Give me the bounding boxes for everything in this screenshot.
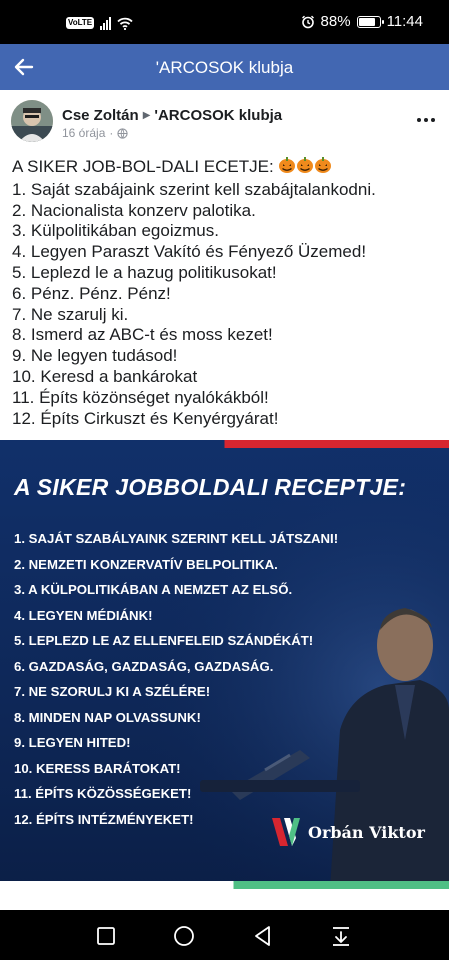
post-text-line: 7. Ne szarulj ki. xyxy=(12,304,129,324)
notification-pull-button[interactable] xyxy=(329,924,353,948)
globe-icon xyxy=(117,128,128,139)
app-header xyxy=(0,44,449,90)
battery-fill xyxy=(359,18,376,26)
post-text-line: 10. Keresd a bankárokat xyxy=(12,366,198,386)
author-name[interactable]: Cse Zoltán xyxy=(62,107,139,124)
recents-button[interactable] xyxy=(94,924,118,948)
brand-logo xyxy=(270,816,425,848)
notification-pull-icon xyxy=(331,925,351,947)
post-text-line: 1. Saját szabájaink szerint kell szabájtalankodni. xyxy=(12,179,376,199)
poster-bottom-stripe xyxy=(0,881,449,889)
system-back-button[interactable] xyxy=(251,924,275,948)
avatar-image xyxy=(11,100,53,142)
v-logo-icon xyxy=(270,816,302,848)
pumpkin-emoji-icons xyxy=(278,156,332,180)
recents-square-icon xyxy=(96,926,116,946)
avatar[interactable] xyxy=(11,100,53,142)
post-text-heading: A SIKER JOB-BOL-DALI ECETJE: xyxy=(12,157,274,176)
post-image[interactable] xyxy=(0,440,449,889)
dot-icon xyxy=(431,118,435,122)
dot-icon xyxy=(417,118,421,122)
poster-title: A SIKER JOBBOLDALI RECEPTJE: xyxy=(14,474,407,500)
home-button[interactable] xyxy=(172,924,196,948)
poster-list-item: 7. NE SZORULJ KI A SZÉLÉRE! xyxy=(14,684,211,699)
post-text xyxy=(12,156,442,429)
poster-list-item: 8. MINDEN NAP OLVASSUNK! xyxy=(14,709,201,725)
poster-list-item: 10. KERESS BARÁTOKAT! xyxy=(14,760,181,776)
home-circle-icon xyxy=(173,925,195,947)
post-time[interactable]: 16 órája xyxy=(62,126,106,140)
poster-list-item: 2. NEMZETI KONZERVATÍV BELPOLITIKA. xyxy=(14,556,278,572)
poster-list-item: 6. GAZDASÁG, GAZDASÁG, GAZDASÁG. xyxy=(14,658,274,674)
post-text-line: 12. Építs Cirkuszt és Kenyérgyárat! xyxy=(12,408,279,428)
system-nav-bar xyxy=(0,910,449,960)
more-options-button[interactable] xyxy=(415,110,437,130)
poster-list-item: 12. ÉPÍTS INTÉZMÉNYEKET! xyxy=(14,811,194,827)
post-text-line: 4. Legyen Paraszt Vakító és Fényező Üzemed! xyxy=(12,242,367,262)
pumpkin-icon xyxy=(278,156,332,174)
status-right xyxy=(301,13,423,30)
poster-top-stripe xyxy=(0,440,449,448)
signal-icon xyxy=(100,17,111,30)
wifi-icon xyxy=(117,17,133,30)
brand-name: Orbán Viktor xyxy=(308,822,425,842)
alarm-icon xyxy=(301,15,315,29)
dot-icon xyxy=(424,118,428,122)
poster-list-item: 4. LEGYEN MÉDIÁNK! xyxy=(14,607,153,623)
poster-list-item: 11. ÉPÍTS KÖZÖSSÉGEKET! xyxy=(14,786,192,801)
battery-icon xyxy=(357,16,381,28)
author-line xyxy=(62,107,282,124)
post-text-line xyxy=(12,156,442,180)
post-meta xyxy=(62,126,128,140)
post-text-line: 5. Leplezd le a hazug politikusokat! xyxy=(12,262,277,282)
post-text-line: 2. Nacionalista konzerv palotika. xyxy=(12,200,256,220)
post-text-line: 6. Pénz. Pénz. Pénz! xyxy=(12,283,171,303)
post-text-line: 3. Külpolitikában egoizmus. xyxy=(12,221,219,241)
volte-icon: VoLTE xyxy=(68,18,93,27)
clock: 11:44 xyxy=(386,13,423,30)
triangle-right-icon: ▶ xyxy=(142,110,151,121)
back-triangle-icon xyxy=(253,925,273,947)
post-text-line: 9. Ne legyen tudásod! xyxy=(12,346,178,366)
status-bar xyxy=(0,0,449,44)
battery-percent: 88% xyxy=(320,13,351,30)
meta-separator: · xyxy=(109,126,114,140)
poster-list xyxy=(14,526,414,832)
poster-list-item: 3. A KÜLPOLITIKÁBAN A NEMZET AZ ELSŐ. xyxy=(14,582,293,597)
poster-list-item: 1. SAJÁT SZABÁLYAINK SZERINT KELL JÁTSZANI! xyxy=(14,531,339,546)
poster-list-item: 5. LEPLEZD LE AZ ELLENFELEID SZÁNDÉKÁT! xyxy=(14,633,314,648)
group-name[interactable]: 'ARCOSOK klubja xyxy=(154,107,283,124)
page-title: 'ARCOSOK klubja xyxy=(155,58,294,77)
status-left xyxy=(66,14,133,32)
post-header xyxy=(0,90,449,152)
post-text-line: 8. Ismerd az ABC-t és moss kezet! xyxy=(12,325,273,345)
post-text-line: 11. Építs közönséget nyalókákból! xyxy=(12,387,269,407)
poster-list-item: 9. LEGYEN HITED! xyxy=(14,735,131,750)
